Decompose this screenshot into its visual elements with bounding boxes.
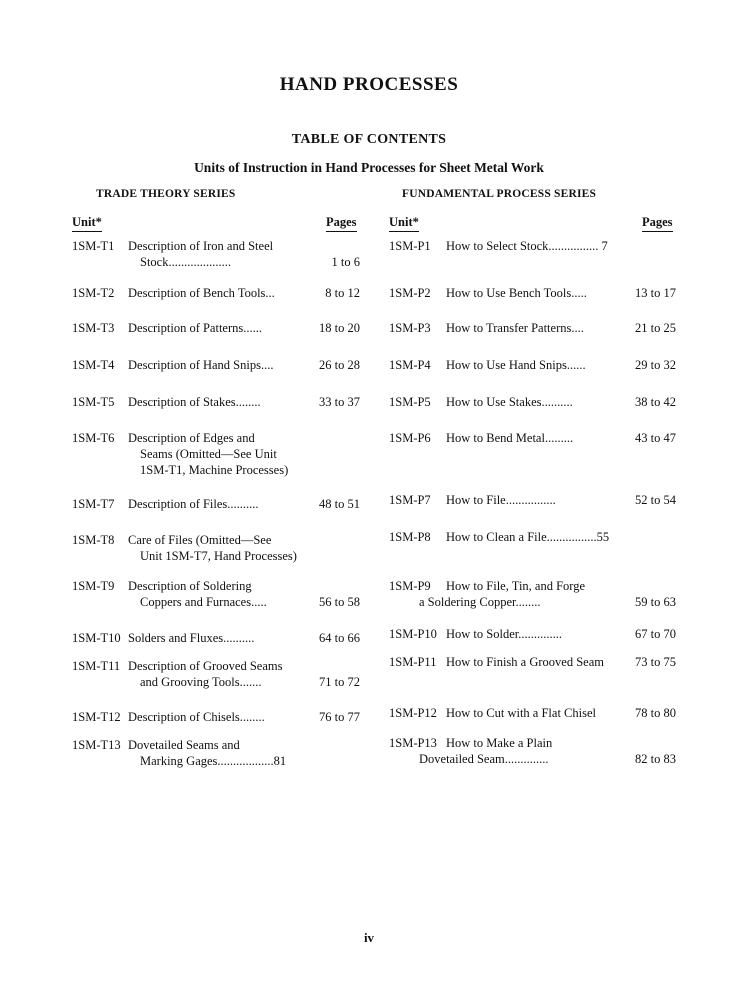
- unit-title-line: a Soldering Copper........: [419, 595, 541, 609]
- unit-code: 1SM-T4: [72, 358, 115, 372]
- unit-title-line: How to File, Tin, and Forge: [446, 579, 586, 593]
- toc-entry: [72, 394, 360, 410]
- unit-code: 1SM-T7: [72, 497, 115, 511]
- trade-theory-series-heading: TRADE THEORY SERIES: [96, 188, 236, 200]
- page-range: 29 to 32: [635, 358, 676, 372]
- toc-entry: [72, 578, 360, 610]
- toc-entry: [72, 285, 360, 301]
- unit-title-line: How to Select Stock................ 7: [446, 239, 608, 253]
- page-number: iv: [363, 930, 375, 945]
- unit-title-line: How to Use Hand Snips......: [446, 358, 586, 372]
- toc-entry: [389, 238, 676, 254]
- unit-title-line: Unit 1SM-T7, Hand Processes): [140, 549, 297, 563]
- toc-entry: [389, 705, 676, 721]
- toc-entry: [72, 430, 360, 478]
- unit-code: 1SM-P9: [389, 579, 431, 593]
- toc-entry: [72, 496, 360, 512]
- unit-code: 1SM-T8: [72, 533, 115, 547]
- page-range: 78 to 80: [635, 706, 676, 720]
- unit-code: 1SM-T1: [72, 239, 115, 253]
- toc-entry: [72, 532, 360, 564]
- unit-title-line: How to Clean a File................55: [446, 530, 610, 544]
- unit-code: 1SM-P8: [389, 530, 431, 544]
- page-range: 52 to 54: [635, 493, 676, 507]
- unit-title-line: Description of Chisels........: [128, 710, 265, 724]
- unit-code: 1SM-T9: [72, 579, 115, 593]
- page-range: 21 to 25: [635, 321, 676, 335]
- toc-entry: [72, 737, 360, 769]
- toc-entry: [389, 394, 676, 410]
- page-range: 76 to 77: [319, 710, 360, 724]
- unit-code: 1SM-T10: [72, 631, 121, 645]
- toc-entry: [72, 658, 360, 690]
- unit-title-line: How to Finish a Grooved Seam: [446, 655, 604, 669]
- unit-title-line: Description of Files..........: [128, 497, 259, 511]
- unit-title-line: Description of Iron and Steel: [128, 239, 274, 253]
- left-pages-header: Pages: [326, 215, 357, 232]
- page-range: 67 to 70: [635, 627, 676, 641]
- unit-code: 1SM-T2: [72, 286, 115, 300]
- page-range: 18 to 20: [319, 321, 360, 335]
- page-range: 64 to 66: [319, 631, 360, 645]
- page-range: 1 to 6: [331, 255, 360, 269]
- page-range: 73 to 75: [635, 655, 676, 669]
- unit-title-line: Solders and Fluxes..........: [128, 631, 255, 645]
- unit-code: 1SM-P1: [389, 239, 431, 253]
- unit-title-line: Care of Files (Omitted—See: [128, 533, 272, 547]
- unit-code: 1SM-P5: [389, 395, 431, 409]
- toc-entry: [72, 630, 360, 646]
- page-range: 48 to 51: [319, 497, 360, 511]
- unit-title-line: Marking Gages..................81: [140, 754, 287, 768]
- page-range: 26 to 28: [319, 358, 360, 372]
- unit-title-line: Description of Bench Tools...: [128, 286, 275, 300]
- toc-entry: [389, 735, 676, 767]
- unit-code: 1SM-P3: [389, 321, 431, 335]
- page-range: 38 to 42: [635, 395, 676, 409]
- unit-title-line: How to File................: [446, 493, 556, 507]
- unit-code: 1SM-T3: [72, 321, 115, 335]
- unit-code: 1SM-P10: [389, 627, 437, 641]
- page-range: 59 to 63: [635, 595, 676, 609]
- unit-title-line: How to Use Stakes..........: [446, 395, 573, 409]
- unit-title-line: Dovetailed Seam..............: [419, 752, 549, 766]
- unit-code: 1SM-P6: [389, 431, 431, 445]
- toc-entry: [72, 709, 360, 725]
- unit-title-line: Description of Patterns......: [128, 321, 263, 335]
- unit-title-line: How to Use Bench Tools.....: [446, 286, 587, 300]
- unit-title-line: How to Bend Metal.........: [446, 431, 574, 445]
- toc-entry: [389, 430, 676, 446]
- unit-code: 1SM-P11: [389, 655, 437, 669]
- toc-subtitle: TABLE OF CONTENTS: [291, 132, 447, 147]
- toc-entry: [389, 357, 676, 373]
- unit-title-line: Description of Hand Snips....: [128, 358, 274, 372]
- unit-title-line: Seams (Omitted—See Unit: [140, 447, 277, 461]
- unit-title-line: 1SM-T1, Machine Processes): [140, 463, 289, 477]
- page-range: 82 to 83: [635, 752, 676, 766]
- unit-code: 1SM-T5: [72, 395, 115, 409]
- unit-title-line: How to Solder..............: [446, 627, 562, 641]
- unit-code: 1SM-T6: [72, 431, 115, 445]
- page-range: 8 to 12: [325, 286, 360, 300]
- unit-title-line: Stock....................: [140, 255, 231, 269]
- page-title: HAND PROCESSES: [279, 74, 459, 95]
- right-unit-header: Unit*: [389, 215, 419, 232]
- unit-code: 1SM-P13: [389, 736, 437, 750]
- unit-code: 1SM-P12: [389, 706, 437, 720]
- unit-code: 1SM-P4: [389, 358, 431, 372]
- toc-entry: [389, 626, 676, 642]
- toc-entry: [389, 320, 676, 336]
- unit-title-line: How to Cut with a Flat Chisel: [446, 706, 596, 720]
- unit-title-line: and Grooving Tools.......: [140, 675, 262, 689]
- page-range: 56 to 58: [319, 595, 360, 609]
- unit-title-line: Description of Grooved Seams: [128, 659, 283, 673]
- toc-entry: [389, 285, 676, 301]
- fundamental-process-series-heading: FUNDAMENTAL PROCESS SERIES: [402, 188, 597, 200]
- unit-title-line: Description of Edges and: [128, 431, 255, 445]
- unit-title-line: How to Transfer Patterns....: [446, 321, 584, 335]
- unit-code: 1SM-P7: [389, 493, 431, 507]
- page-range: 33 to 37: [319, 395, 360, 409]
- toc-entry: [389, 578, 676, 610]
- unit-title-line: Dovetailed Seams and: [128, 738, 240, 752]
- toc-entry: [389, 529, 676, 545]
- right-pages-header: Pages: [642, 215, 673, 232]
- toc-heading: Units of Instruction in Hand Processes for Sheet Metal Work: [194, 160, 544, 175]
- toc-entry: [389, 492, 676, 508]
- unit-title-line: Description of Stakes........: [128, 395, 261, 409]
- page-range: 71 to 72: [319, 675, 360, 689]
- toc-entry: [389, 654, 676, 670]
- unit-code: 1SM-T11: [72, 659, 121, 673]
- unit-code: 1SM-T13: [72, 738, 121, 752]
- unit-title-line: Description of Soldering: [128, 579, 252, 593]
- toc-entry: [72, 320, 360, 336]
- page-range: 43 to 47: [635, 431, 676, 445]
- unit-code: 1SM-P2: [389, 286, 431, 300]
- page-range: 13 to 17: [635, 286, 676, 300]
- toc-entry: [72, 238, 360, 270]
- toc-entry: [72, 357, 360, 373]
- left-unit-header: Unit*: [72, 215, 102, 232]
- unit-title-line: How to Make a Plain: [446, 736, 553, 750]
- unit-title-line: Coppers and Furnaces.....: [140, 595, 267, 609]
- unit-code: 1SM-T12: [72, 710, 121, 724]
